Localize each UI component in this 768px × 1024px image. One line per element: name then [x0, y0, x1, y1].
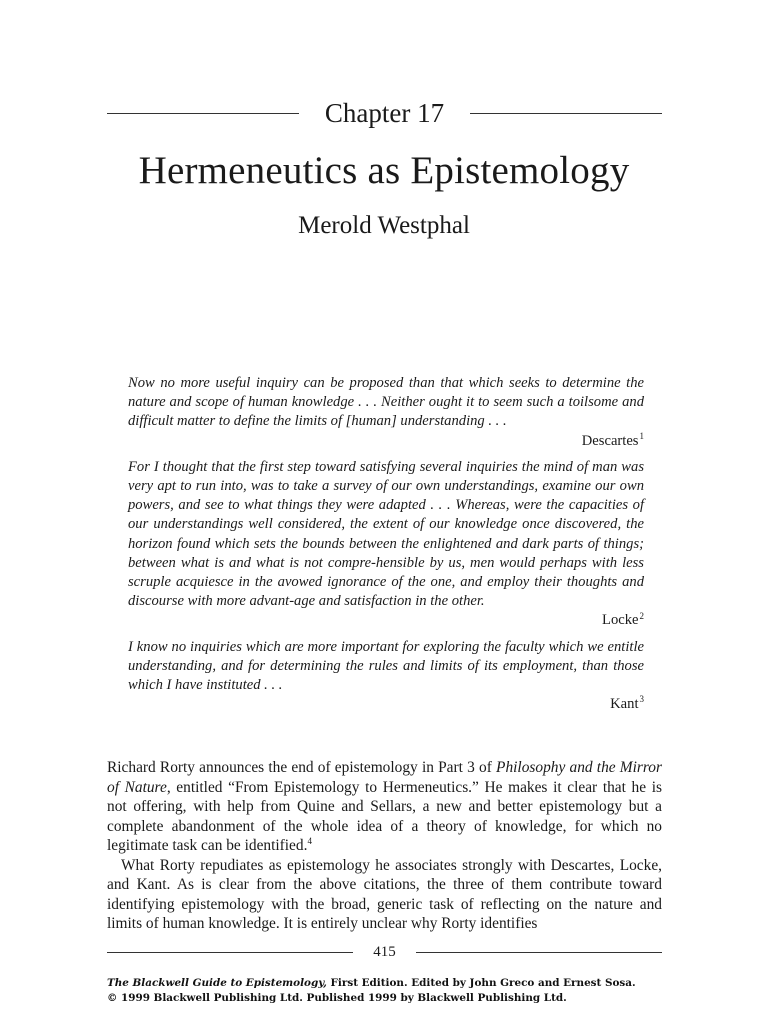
epigraph-kant-source	[128, 695, 644, 714]
footnote-ref: 2	[639, 610, 644, 621]
page-number-rule-left	[107, 952, 353, 953]
credit-book-title: The Blackwell Guide to Epistemology,	[107, 977, 327, 989]
footnote-ref: 3	[639, 694, 644, 705]
body-paragraph-1-end: , entitled “From Epistemology to Hermeneutics.” He makes it clear that he is not offering, with help from Quine and Sellars, a new and better epistemology but a complete abandonment of the whole idea of a theory of knowledge, for which no legitimate task can be identified.	[107, 778, 662, 854]
body-text	[107, 758, 662, 934]
credit-line-1	[107, 976, 707, 991]
page-number-row	[107, 940, 662, 964]
body-paragraph-1-start: Richard Rorty announces the end of epistemology in Part 3 of	[107, 759, 497, 776]
credit-editors: First Edition. Edited by John Greco and Ernest Sosa.	[326, 977, 636, 989]
credit-line-2: © 1999 Blackwell Publishing Ltd. Published 1999 by Blackwell Publishing Ltd.	[107, 992, 567, 1004]
book-title-reference: Philosophy and the Mirror of Nature	[107, 759, 662, 796]
chapter-heading	[107, 92, 662, 134]
epigraph-source-name: Kant	[610, 696, 639, 713]
epigraph-descartes-source	[128, 432, 644, 451]
epigraph-locke-text: For I thought that the first step toward satisfying several inquiries the mind of man was very apt to run into, was to take a survey of our own understandings, examine our own powers, and see to what things they were adapted . . . Whereas, were the capacities of our understandings well considered, the extent of our knowledge once discovered, the horizon found which sets the bounds between the enlightened and dark parts of things; between what is and what is not compre-hensible by us, men would perhaps with less scruple acquiesce in the avowed ignorance of the one, and employ their thoughts and discourse with more advant-age and satisfaction in the other.	[128, 458, 644, 610]
body-paragraph-1	[107, 758, 662, 856]
footnote-ref: 4	[307, 835, 312, 846]
publication-credit	[107, 976, 707, 1006]
body-paragraph-2: What Rorty repudiates as epistemology he associates strongly with Descartes, Locke, and Kant. As is clear from the above citations, the three of them contribute toward identifying epistemology with the broad, generic task of reflecting on the nature and limits of human knowledge. It is entirely unclear why Rorty identifies	[107, 856, 662, 932]
page-number-rule-right	[416, 952, 662, 953]
epigraph-source-name: Locke	[602, 612, 639, 629]
chapter-rule-right	[470, 113, 662, 114]
footnote-ref: 1	[639, 430, 644, 441]
chapter-author: Merold Westphal	[298, 212, 470, 239]
chapter-title: Hermeneutics as Epistemology	[138, 149, 630, 192]
epigraph-locke-source	[128, 611, 644, 630]
page-number: 415	[373, 943, 396, 960]
epigraphs	[128, 374, 644, 721]
epigraph-descartes-text: Now no more useful inquiry can be proposed than that which seeks to determine the nature and scope of human knowledge . . . Neither ought it to seem such a toilsome and difficult matter to define the limits of [human] understanding . . .	[128, 375, 644, 430]
epigraph-source-name: Descartes	[581, 432, 639, 449]
chapter-label: Chapter 17	[324, 97, 445, 128]
epigraph-kant-text: I know no inquiries which are more important for exploring the faculty which we entitle understanding, and for determining the rules and limits of its employment, than those which I have instituted . . .	[128, 638, 644, 694]
chapter-rule-left	[107, 113, 299, 114]
